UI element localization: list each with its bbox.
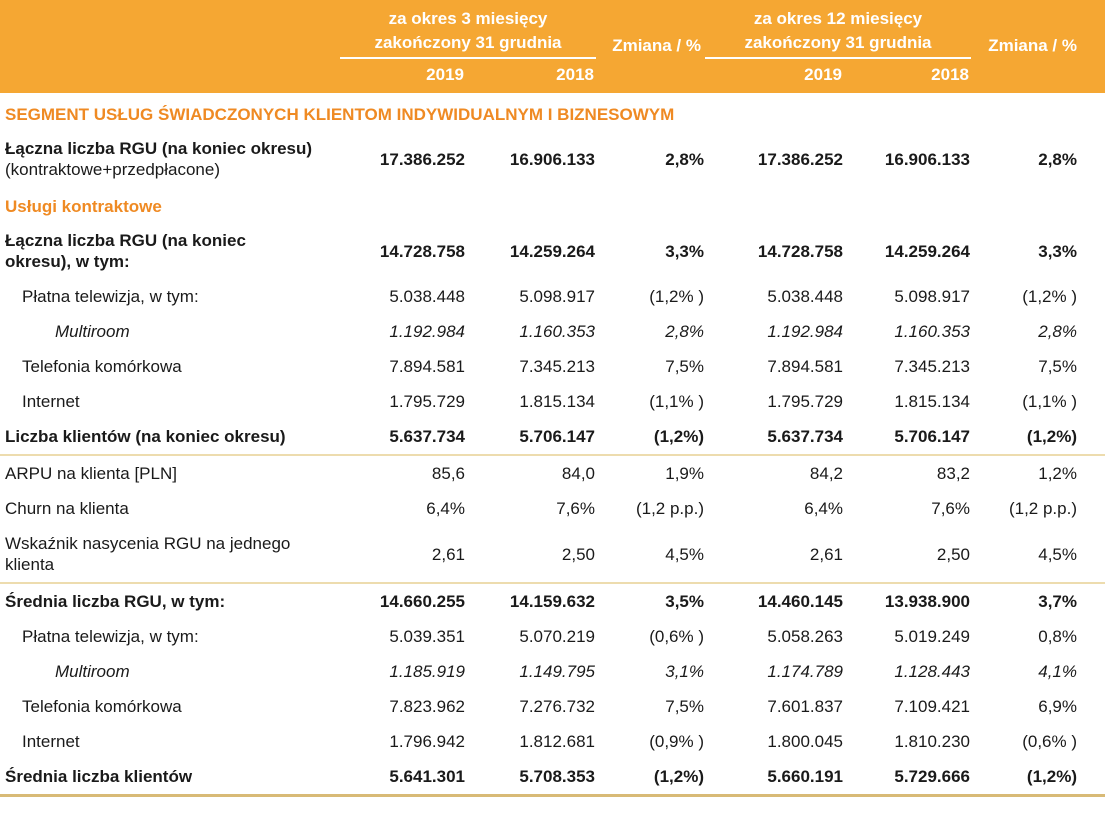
cell-value: 2,8% — [1038, 149, 1077, 169]
row-label: Płatna telewizja, w tym: — [22, 287, 199, 306]
segment-results-table — [0, 95, 1105, 797]
cell-value: 83,2 — [936, 464, 970, 483]
cell-value: 5.019.249 — [894, 627, 970, 646]
cell-value: 14.660.255 — [379, 592, 465, 611]
cell-value: 5.038.448 — [767, 287, 843, 306]
table-row — [0, 654, 1105, 689]
cell-value: 2,50 — [844, 526, 971, 583]
row-label: Internet — [22, 732, 80, 751]
cell-value: 1.812.681 — [519, 732, 595, 751]
row-label: Średnia liczba klientów — [0, 759, 340, 796]
cell-value: 84,0 — [561, 464, 595, 483]
cell-value: 14.259.264 — [884, 241, 970, 261]
table-row — [0, 455, 1105, 491]
cell-value: 14.728.758 — [379, 241, 465, 261]
row-filler — [1078, 724, 1105, 759]
row-sublabel: okresu), w tym: — [5, 252, 130, 271]
cell-value: 7,5% — [665, 697, 704, 716]
cell-value: 3,1% — [665, 662, 704, 681]
cell-value: 3,3% — [665, 241, 704, 261]
cell-value: 7.601.837 — [767, 697, 843, 716]
cell-value: 2,61 — [340, 526, 466, 583]
table-row — [0, 131, 1105, 187]
period-group-3m — [340, 0, 596, 93]
cell-value: (1,2 p.p.) — [635, 499, 704, 518]
cell-value: 1.800.045 — [767, 732, 843, 751]
cell-value: 2,50 — [466, 526, 596, 583]
cell-value: 5.098.917 — [894, 287, 970, 306]
row-label: Multiroom — [55, 322, 130, 341]
row-label: Płatna telewizja, w tym: — [22, 627, 199, 646]
cell-value: 1.815.134 — [894, 392, 970, 411]
cell-value: 1.795.729 — [767, 392, 843, 411]
year-2018-12m: 2018 — [931, 65, 969, 84]
cell-value: 84,2 — [809, 464, 843, 483]
cell-value: 5.637.734 — [340, 419, 466, 455]
cell-value: 14.159.632 — [509, 592, 595, 611]
row-filler — [1078, 131, 1105, 187]
cell-value: 3,5% — [665, 592, 704, 611]
cell-value: 5.660.191 — [705, 759, 844, 796]
cell-value: 2,8% — [665, 149, 704, 169]
table-row — [0, 349, 1105, 384]
cell-value: 7,5% — [1038, 357, 1077, 376]
cell-value: (1,2 p.p.) — [1008, 499, 1077, 518]
row-filler — [1078, 526, 1105, 583]
cell-value: 7,6% — [931, 499, 970, 518]
cell-value: 6,4% — [804, 499, 843, 518]
row-label: SEGMENT USŁUG ŚWIADCZONYCH KLIENTOM INDYWIDUALNYM I BIZNESOWYM — [5, 105, 675, 124]
row-filler — [1078, 314, 1105, 349]
table-row — [0, 491, 1105, 526]
period-3m-years — [340, 59, 596, 85]
cell-value: 5.070.219 — [519, 627, 595, 646]
cell-value: 6,9% — [1038, 697, 1077, 716]
row-label: Łączna liczba RGU (na koniec okresu), w tym: — [0, 223, 340, 279]
cell-value: 5.098.917 — [519, 287, 595, 306]
cell-value: 7,5% — [665, 357, 704, 376]
change-header-12m: Zmiana / % — [988, 36, 1077, 55]
cell-value: 7.894.581 — [767, 357, 843, 376]
cell-value: (1,2%) — [971, 759, 1078, 796]
table-row — [0, 759, 1105, 796]
header-right-spacer — [1078, 0, 1105, 93]
cell-value: (0,6% ) — [1022, 732, 1077, 751]
cell-value: (1,2%) — [596, 419, 705, 455]
cell-value: 1.795.729 — [389, 392, 465, 411]
section-header-row — [0, 187, 1105, 223]
cell-value: (0,9% ) — [649, 732, 704, 751]
cell-value: 5.729.666 — [844, 759, 971, 796]
table-row — [0, 724, 1105, 759]
period-12m-line1: za okres 12 miesięcy — [753, 9, 923, 28]
cell-value: 7.894.581 — [389, 357, 465, 376]
cell-value: 85,6 — [431, 464, 465, 483]
table-row — [0, 223, 1105, 279]
table-row — [0, 526, 1105, 583]
cell-value: 4,1% — [1038, 662, 1077, 681]
row-label: Churn na klienta — [5, 499, 129, 518]
cell-value: 7.823.962 — [389, 697, 465, 716]
cell-value: 1.160.353 — [519, 322, 595, 341]
cell-value: (0,6% ) — [649, 627, 704, 646]
cell-value: 6,4% — [426, 499, 465, 518]
cell-value: 2,61 — [705, 526, 844, 583]
table-row — [0, 583, 1105, 619]
header-label-spacer — [0, 0, 340, 93]
row-label: Wskaźnik nasycenia RGU na jednego klienta — [0, 526, 340, 583]
row-filler — [1078, 384, 1105, 419]
period-12m-line2: zakończony 31 grudnia — [744, 33, 932, 52]
cell-value: 5.038.448 — [389, 287, 465, 306]
year-2019-3m: 2019 — [426, 65, 464, 84]
section-header-row — [0, 95, 1105, 131]
cell-value: (1,2%) — [596, 759, 705, 796]
year-2018-3m: 2018 — [556, 65, 594, 84]
cell-value: 3,7% — [1038, 592, 1077, 611]
cell-value: 7.276.732 — [519, 697, 595, 716]
change-header-3m: Zmiana / % — [612, 36, 701, 55]
cell-value: (1,2%) — [971, 419, 1078, 455]
row-filler — [1078, 491, 1105, 526]
cell-value: 4,5% — [596, 526, 705, 583]
row-label: Internet — [22, 392, 80, 411]
row-sublabel: (kontraktowe+przedpłacone) — [5, 160, 220, 179]
cell-value: 14.728.758 — [757, 241, 843, 261]
table-row — [0, 619, 1105, 654]
row-label: Multiroom — [55, 662, 130, 681]
cell-value: 1.815.134 — [519, 392, 595, 411]
cell-value: 1.185.919 — [389, 662, 465, 681]
table-row — [0, 419, 1105, 455]
table-header-band — [0, 0, 1105, 93]
table-row — [0, 314, 1105, 349]
row-filler — [1078, 759, 1105, 796]
cell-value: 1.149.795 — [519, 662, 595, 681]
cell-value: 7.345.213 — [519, 357, 595, 376]
row-filler — [1078, 349, 1105, 384]
cell-value: 1.192.984 — [389, 322, 465, 341]
cell-value: 2,8% — [665, 322, 704, 341]
cell-value: 5.706.147 — [844, 419, 971, 455]
row-label: ARPU na klienta [PLN] — [5, 464, 177, 483]
cell-value: (1,2% ) — [1022, 287, 1077, 306]
cell-value: (1,1% ) — [1022, 392, 1077, 411]
row-filler — [1078, 654, 1105, 689]
row-label: Liczba klientów (na koniec okresu) — [0, 419, 340, 455]
table-row — [0, 384, 1105, 419]
cell-value: 4,5% — [971, 526, 1078, 583]
period-12m-years — [705, 59, 971, 85]
row-filler — [1078, 583, 1105, 619]
row-filler — [1078, 279, 1105, 314]
cell-value: 17.386.252 — [757, 149, 843, 169]
cell-value: 1.174.789 — [767, 662, 843, 681]
cell-value: 16.906.133 — [884, 149, 970, 169]
period-3m-line1: za okres 3 miesięcy — [388, 9, 548, 28]
table-row — [0, 689, 1105, 724]
cell-value: 7.345.213 — [894, 357, 970, 376]
row-filler — [1078, 419, 1105, 455]
row-label: Telefonia komórkowa — [22, 357, 182, 376]
period-group-12m — [705, 0, 971, 93]
year-2019-12m: 2019 — [804, 65, 842, 84]
cell-value: 1.796.942 — [389, 732, 465, 751]
cell-value: 3,3% — [1038, 241, 1077, 261]
row-label: Telefonia komórkowa — [22, 697, 182, 716]
cell-value: 1.192.984 — [767, 322, 843, 341]
row-filler — [1078, 619, 1105, 654]
cell-value: 7.109.421 — [894, 697, 970, 716]
cell-value: 16.906.133 — [509, 149, 595, 169]
cell-value: (1,1% ) — [649, 392, 704, 411]
row-label: Usługi kontraktowe — [5, 197, 162, 216]
table-row — [0, 279, 1105, 314]
cell-value: 5.058.263 — [767, 627, 843, 646]
cell-value: (1,2% ) — [649, 287, 704, 306]
cell-value: 1.810.230 — [894, 732, 970, 751]
cell-value: 5.708.353 — [466, 759, 596, 796]
row-sublabel: klienta — [5, 555, 55, 574]
period-3m-title — [340, 7, 596, 59]
row-label: Łączna liczba RGU (na koniec okresu) (kontraktowe+przedpłacone) — [0, 131, 340, 187]
cell-value: 5.641.301 — [340, 759, 466, 796]
row-filler — [1078, 455, 1105, 491]
cell-value: 1.128.443 — [894, 662, 970, 681]
row-filler — [1078, 689, 1105, 724]
cell-value: 14.460.145 — [757, 592, 843, 611]
cell-value: 1,9% — [665, 464, 704, 483]
cell-value: 1.160.353 — [894, 322, 970, 341]
cell-value: 5.637.734 — [705, 419, 844, 455]
period-3m-line2: zakończony 31 grudnia — [374, 33, 562, 52]
cell-value: 1,2% — [1038, 464, 1077, 483]
cell-value: 2,8% — [1038, 322, 1077, 341]
cell-value: 14.259.264 — [509, 241, 595, 261]
cell-value: 13.938.900 — [884, 592, 970, 611]
row-label: Średnia liczba RGU, w tym: — [5, 592, 226, 611]
cell-value: 5.039.351 — [389, 627, 465, 646]
row-filler — [1078, 223, 1105, 279]
cell-value: 0,8% — [1038, 627, 1077, 646]
cell-value: 7,6% — [556, 499, 595, 518]
cell-value: 5.706.147 — [466, 419, 596, 455]
period-12m-title — [705, 7, 971, 59]
table-body — [0, 95, 1105, 796]
cell-value: 17.386.252 — [379, 149, 465, 169]
